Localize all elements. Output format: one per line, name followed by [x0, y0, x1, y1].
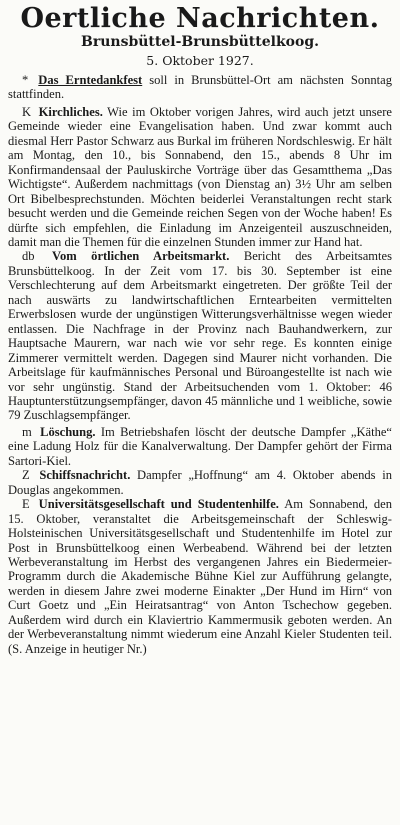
article-body: soll in Brunsbüttel-Ort am nächsten Sonntag stattfinden. — [8, 73, 392, 102]
issue-date: 5. Oktober 1927. — [146, 53, 254, 68]
article-erntedankfest — [8, 73, 392, 102]
section-subtitle: Brunsbüttel-Brunsbüttelkoog. — [81, 34, 319, 50]
article-body: Dampfer „Hoffnung“ am 4. Oktober abends in Douglas angekommen. — [8, 468, 392, 497]
article-kicker: Z — [22, 468, 30, 483]
article-arbeitsmarkt — [8, 249, 392, 422]
article-universitaetsgesellschaft — [8, 497, 392, 656]
article-headline: Das Erntedankfest — [38, 73, 143, 87]
article-kicker: K — [22, 104, 32, 119]
article-kicker: E — [22, 497, 30, 512]
article-headline: Vom örtlichen Arbeitsmarkt. — [52, 249, 230, 264]
article-loeschung — [8, 425, 392, 468]
article-kicker: m — [22, 424, 32, 439]
article-headline: Universitätsgesellschaft und Studentenhilfe. — [38, 497, 279, 512]
article-kicker: * — [22, 73, 29, 87]
article-schiffsnachricht — [8, 468, 392, 497]
section-title: Oertliche Nachrichten. — [20, 3, 380, 34]
masthead — [8, 4, 392, 69]
article-kirchliches — [8, 105, 392, 250]
article-body: Im Betriebshafen löscht der deutsche Dampfer „Käthe“ eine Ladung Holz für die Kanalverwaltung. Der Dampfer gehört der Firma Sartori-Kiel. — [8, 424, 392, 468]
article-headline: Löschung. — [40, 424, 96, 439]
article-body: Wie im Oktober vorigen Jahres, wird auch jetzt unsere Gemeinde wieder eine Evangelisation haben. Und zwar kommt auch diesmal Herr Pastor Schwarz aus Burkal im früheren Nordschleswig. Er hält am Montag, den 10., bis Sonnabend, den 15., abends 8 Uhr im Konfirmandensaal der Pauluskirche Vorträge über das Gesamtthema „Das Wichtigste“. Außerdem nachmittags (von Dienstag an) 3½ Uhr am selben Ort Bibelbesprechstunden. Möchten beiderlei Veranstaltungen recht stark besucht werden und die Gemeinde reichen Segen von der Woche haben! Es dürfte sich empfehlen, die Einladung im Anzeigenteil auszuschneiden, damit man die Themen für die einzelnen Stunden immer zur Hand hat. — [8, 104, 392, 249]
article-body: Am Sonnabend, den 15. Oktober, veranstaltet die Arbeitsgemeinschaft der Schleswig-Holsteinischen Universitätsgesellschaft und Studentenhilfe im Hotel zur Post in Brunsbüttelkoog einen Werbeabend. Während bei der letzten Werbeveranstaltung im Herbst des vergangenen Jahres ein Biedermeier-Programm durch die Akademische Bühne Kiel zur Aufführung gelangte, werden in diesem Jahre zwei moderne Einakter „Der Hund im Hirn“ von Curt Goetz und „Ein Heiratsantrag“ von Anton Tschechow gegeben. Außerdem wird durch ein Klaviertrio Kammermusik geboten werden. An der Werbeveranstaltung nimmt wiederum eine Anzahl Kieler Studenten teil. (S. Anzeige in heutiger Nr.) — [8, 497, 393, 656]
article-headline: Schiffsnachricht. — [39, 468, 131, 483]
article-kicker: db — [22, 249, 35, 264]
article-headline: Kirchliches. — [38, 104, 103, 119]
article-body: Bericht des Arbeitsamtes Brunsbüttelkoog. In der Zeit vom 17. bis 30. September ist eine Verschlechterung auf dem Arbeitsmarkt eingetreten. Der größte Teil der nach auswärts zu landwirtschaftlichen Erntearbeiten vermittelten Erwerbslosen wurde der ungünstigen Witterungsverhältnisse wegen wieder entlassen. Die Nachfrage in der Provinz nach Bauhandwerkern, zur Hauptsache Maurern, war nach wie vor sehr rege. Es konnten einige Zimmerer vermittelt werden. Dagegen sind Maurer nicht vorhanden. Die Arbeitslage für kaufmännisches Personal und Büroangestellte ist nach wie vor sehr ungünstig. Stand der Arbeitsuchenden vom 1. Oktober: 46 Hauptunterstützungsempfänger, davon 45 männliche und 1 weibliche, sowie 79 Zuschlagsempfänger. — [8, 249, 392, 423]
